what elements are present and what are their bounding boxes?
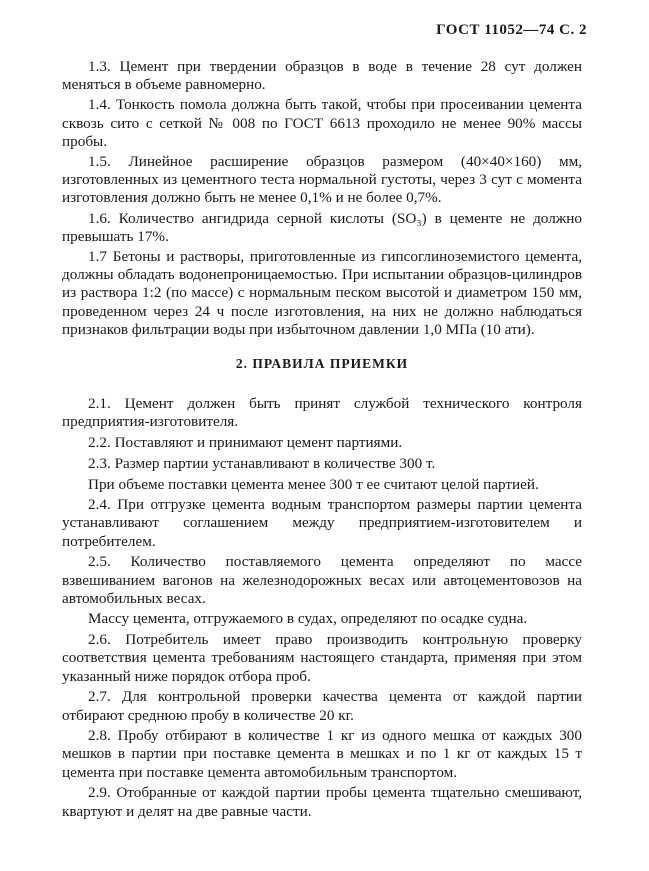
paragraph-1-4: 1.4. Тонкость помола должна быть такой, чтобы при просеивании цемента сквозь сито с сеткой № 008 по ГОСТ 6613 проходило не менее 90% массы пробы. [62, 96, 582, 150]
document-body [62, 58, 582, 821]
paragraph-2-9: 2.9. Отобранные от каждой партии пробы цемента тщательно смешивают, квартуют и делят на две равные части. [62, 784, 582, 820]
paragraph-2-8: 2.8. Пробу отбирают в количестве 1 кг из одного мешка от каждых 300 мешков в партии при поставке цемента в мешках и по 1 кг от каждых 15 т цемента при поставке цемента автомобильным транспортом. [62, 727, 582, 781]
paragraph-2-7: 2.7. Для контрольной проверки качества цемента от каждой партии отбирают среднюю пробу в количестве 20 кг. [62, 688, 582, 724]
paragraph-2-3: 2.3. Размер партии устанавливают в количестве 300 т. [88, 454, 436, 472]
paragraph-2-3-note: При объеме поставки цемента менее 300 т ее считают целой партией. [88, 475, 539, 493]
paragraph-1-6: 1.6. Количество ангидрида серной кислоты (SO₃) в цементе не должно превышать 17%. [62, 209, 582, 245]
section-2 [62, 395, 582, 820]
paragraph-1-5: 1.5. Линейное расширение образцов размером (40×40×160) мм, изготовленных из цементного теста нормальной густоты, через 3 сут с момента изготовления должно быть не менее 0,1% и не более 0,7%. [62, 153, 582, 207]
paragraph-2-2: 2.2. Поставляют и принимают цемент партиями. [88, 434, 403, 452]
paragraph-1-7: 1.7 Бетоны и растворы, приготовленные из гипсоглиноземистого цемента, должны обладать водонепроницаемостью. При испытании образцов-цилиндров из раствора 1:2 (по массе) с нормальным песком высотой и диаметром 150 мм, проведенном через 24 ч после изготовления, на них не должно наблюдаться признаков фильтрации воды при избыточном давлении 1,0 МПа (10 ати). [62, 248, 582, 338]
paragraph-2-1: 2.1. Цемент должен быть принят службой технического контроля предприятия-изготовителя. [62, 395, 582, 431]
section-2-title: 2. ПРАВИЛА ПРИЕМКИ [235, 356, 409, 372]
section-1 [62, 58, 582, 339]
paragraph-2-4: 2.4. При отгрузке цемента водным транспортом размеры партии цемента устанавливают соглашением между предприятием-изготовителем и потребителем. [62, 496, 582, 550]
paragraph-2-5-note: Массу цемента, отгружаемого в судах, определяют по осадке судна. [88, 610, 528, 628]
paragraph-2-6: 2.6. Потребитель имеет право производить контрольную проверку соответствия цемента требованиям настоящего стандарта, применяя при этом указанный ниже порядок отбора проб. [62, 631, 582, 685]
paragraph-2-5: 2.5. Количество поставляемого цемента определяют по массе взвешиванием вагонов на железнодорожных весах или автоцементовозов на автомобильных весах. [62, 553, 582, 607]
paragraph-1-3: 1.3. Цемент при твердении образцов в воде в течение 28 сут должен меняться в объеме равномерно. [62, 58, 582, 94]
page-header: ГОСТ 11052—74 С. 2 [436, 22, 587, 38]
